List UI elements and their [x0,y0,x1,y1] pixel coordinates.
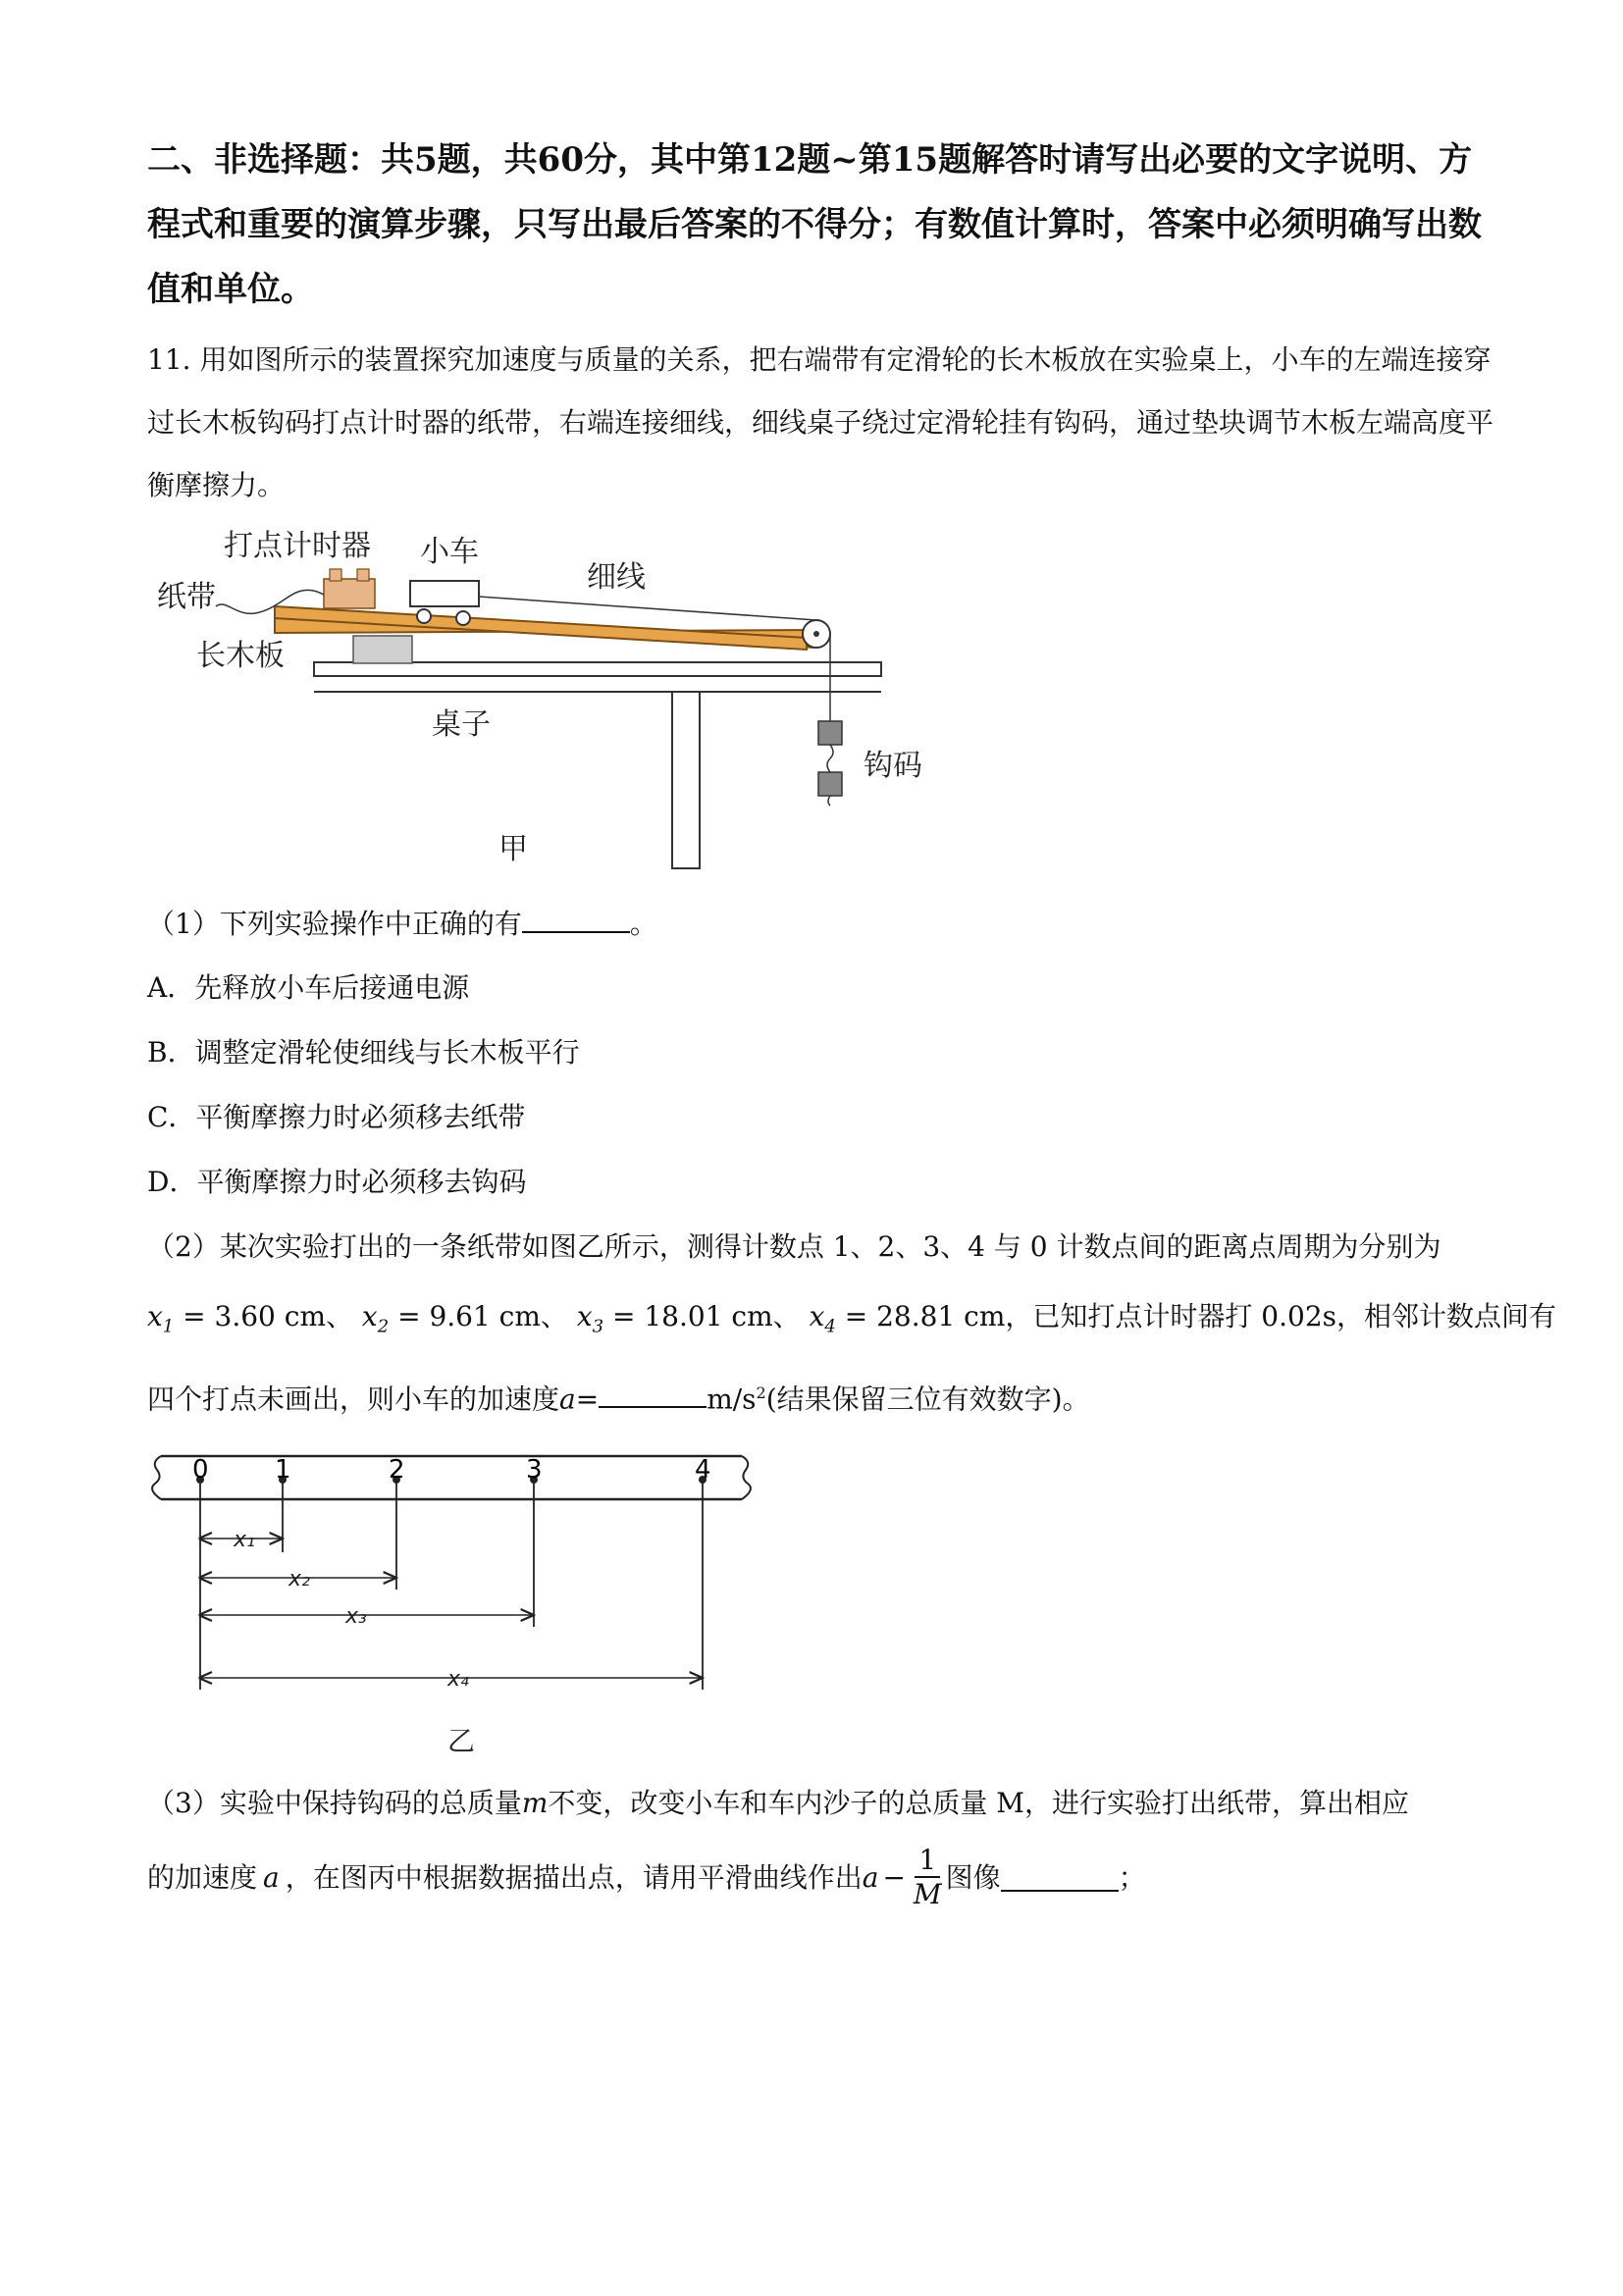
x2-symbol: $x_2$ [361,1300,390,1337]
part2-after: ，已知打点计时器打 0.02s，相邻计数点间有 [1005,1300,1557,1332]
weight-2 [818,772,842,796]
svg-text:4: 4 [695,1455,711,1485]
part3-line1 [147,1784,1409,1823]
option-b: B．调整定滑轮使细线与长木板平行 [147,1036,580,1069]
x2-value: 9.61 cm [429,1300,541,1332]
part3-line2 [147,1845,1146,1911]
section-heading: 二、非选择题：共5题，共60分，其中第12题~第15题解答时请写出必要的文字说明、方程式和重要的演算步骤，只写出最后答案的不得分；有数值计算时，答案中必须明确写出数值和单位。 [147,140,1482,309]
minus-sign: − [882,1861,906,1894]
caption-yi: 乙 [447,1725,476,1757]
part2-line1: （2）某次实验打出的一条纸带如图乙所示，测得计数点 1、2、3、4 与 0 计数点间的距离点周期为分别为 [147,1230,1441,1263]
label-string: 细线 [587,560,646,595]
sep-2: 、 [540,1300,568,1332]
sep-3: 、 [772,1300,801,1332]
caption-jia: 甲 [498,832,528,866]
point-1 [275,1455,291,1552]
svg-text:1: 1 [275,1455,291,1485]
mass-m: m [521,1787,549,1819]
figure-yi-tape [147,1442,756,1766]
svg-text:0: 0 [192,1455,209,1485]
graph-a-symbol: a [862,1861,879,1894]
part3-line2-c: 图像 [945,1861,1001,1894]
label-timer: 打点计时器 [224,529,371,563]
x1-value: 3.60 cm [214,1300,326,1332]
part3-line2-a: 的加速度 [147,1861,258,1894]
label-x2: x₂ [288,1567,310,1592]
part3-end: ； [1118,1861,1146,1894]
part3-line1-b: 不变，改变小车和车内沙子的总质量 M，进行实验打出纸带，算出相应 [548,1787,1409,1819]
accel-symbol: a [559,1383,576,1416]
part2-line3-after: (结果保留三位有效数字)。 [765,1383,1090,1416]
x4-symbol: $x_4$ [809,1300,836,1337]
label-x3: x₃ [345,1604,367,1629]
point-0 [192,1455,209,1690]
frac-num: 1 [915,1845,940,1878]
part1-prompt [147,905,657,944]
svg-text:3: 3 [526,1455,543,1485]
timer [324,579,375,608]
string [479,597,816,620]
part1-prompt-text: （1）下列实验操作中正确的有 [147,908,522,940]
x3-symbol: $x_3$ [576,1300,604,1337]
label-weights: 钩码 [864,749,922,783]
one-over-m [914,1845,942,1911]
x1-symbol: $x_1$ [147,1300,175,1337]
figure-jia-apparatus [147,520,991,883]
cart [410,581,479,606]
part2-line3-before: 四个打点未画出，则小车的加速度 [147,1383,560,1416]
table-top [314,662,881,676]
wedge-block [353,636,412,663]
question-11-stem [147,329,1501,517]
x4-value: 28.81 cm [876,1300,1006,1332]
table-leg [672,692,700,868]
label-x4: x₄ [447,1667,469,1692]
label-cart: 小车 [420,535,479,569]
part2-answer-blank[interactable] [599,1381,707,1408]
accel-unit-sup: 2 [756,1383,766,1402]
question-number: 11. [147,343,191,376]
part2-line3 [147,1374,1090,1419]
part1-end: 。 [629,908,657,940]
label-table: 桌子 [432,707,491,742]
accel-a: a [263,1861,280,1894]
option-c: C．平衡摩擦力时必须移去纸带 [147,1101,526,1133]
label-tape: 纸带 [157,580,216,614]
option-d: D．平衡摩擦力时必须移去钩码 [147,1166,527,1198]
sep-1: 、 [326,1300,354,1332]
svg-text:2: 2 [389,1455,405,1485]
part2-line2: $x_1 = 3.60$ cm、 $x_2 = 9.61$ cm、 $x_3 = 18.01$ cm、 $x_4 = 28.81$ cm，已知打点计时器打 0.02s，相邻计数点间有 [147,1300,1557,1337]
point-2 [389,1455,405,1590]
part3-line2-b: ，在图丙中根据数据描出点，请用平滑曲线作出 [285,1861,863,1894]
point-3 [526,1455,543,1627]
part1-answer-blank[interactable] [522,906,630,933]
weight-1 [818,721,842,745]
point-4 [695,1455,711,1690]
part3-line1-a: （3）实验中保持钩码的总质量 [147,1787,522,1819]
label-board: 长木板 [196,639,285,673]
equals: = [575,1383,600,1416]
accel-unit: m/s [707,1383,757,1416]
frac-den: M [913,1878,942,1910]
option-a: A．先释放小车后接通电源 [147,971,470,1004]
part3-answer-blank[interactable] [1001,1864,1119,1892]
question-stem-text: 用如图所示的装置探究加速度与质量的关系，把右端带有定滑轮的长木板放在实验桌上，小车的左端连接穿过长木板钩码打点计时器的纸带，右端连接细线，细线桌子绕过定滑轮挂有钩码，通过垫块调节木板左端高度平衡摩擦力。 [147,343,1494,501]
label-x1: x₁ [234,1528,255,1552]
x3-value: 18.01 cm [644,1300,773,1332]
